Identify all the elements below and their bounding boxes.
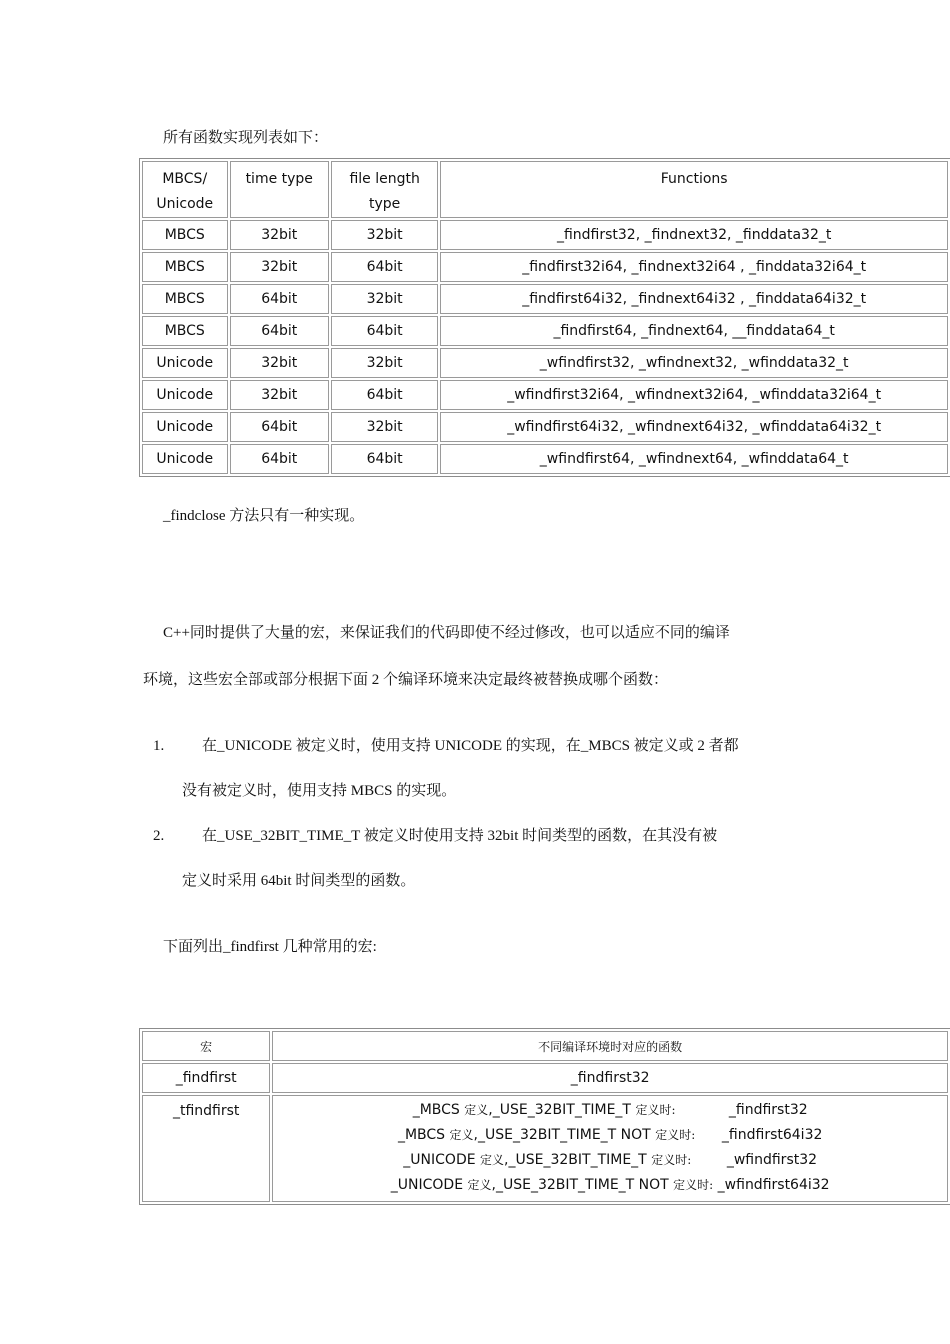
cell-time-type: 32bit	[230, 220, 329, 250]
cell-file-length: 64bit	[331, 444, 438, 474]
cell-time-type: 32bit	[230, 252, 329, 282]
macro-name: _tfindfirst	[172, 1103, 240, 1119]
header-text: Functions	[660, 171, 728, 187]
cell-file-length: 32bit	[331, 348, 438, 378]
list-item-2-line-2: 定义时采用 64bit 时间类型的函数。	[182, 873, 416, 889]
func-line-part: ,_USE_32BIT_TIME_T	[504, 1152, 652, 1168]
cell-charset: Unicode	[142, 348, 228, 378]
cell-time-type: 32bit	[230, 380, 329, 410]
header-text: Unicode	[156, 196, 214, 212]
cell-time-type: 64bit	[230, 316, 329, 346]
func-line-part: 定义时:	[635, 1103, 676, 1117]
func-line-part: ,_USE_32BIT_TIME_T NOT	[473, 1127, 656, 1143]
func-line-part: 定义	[480, 1153, 505, 1167]
func-line-part: _wfindfirst32	[691, 1152, 818, 1168]
header-text: time type	[245, 171, 313, 187]
cell-functions: _wfindfirst32, _wfindnext32, _wfinddata32_t	[440, 348, 948, 378]
cell-file-length: 64bit	[331, 380, 438, 410]
paragraph-line-2: 环境，这些宏全部或部分根据下面 2 个编译环境来决定最终被替换成哪个函数：	[143, 672, 669, 688]
header-text: type	[369, 196, 401, 212]
cell-file-length: 64bit	[331, 252, 438, 282]
cell-time-type: 32bit	[230, 348, 329, 378]
intro-text: 所有函数实现列表如下：	[163, 130, 329, 146]
list-item-1-line-1: 在_UNICODE 被定义时，使用支持 UNICODE 的实现，在_MBCS 被定义或 2 者都	[202, 738, 739, 754]
cell-functions: _wfindfirst32i64, _wfindnext32i64, _wfinddata32i64_t	[440, 380, 948, 410]
cell-time-type: 64bit	[230, 284, 329, 314]
findclose-note: _findclose 方法只有一种实现。	[163, 508, 365, 524]
func-line-part: 定义时:	[651, 1153, 692, 1167]
macro-table	[139, 1028, 950, 1205]
cell-charset: Unicode	[142, 444, 228, 474]
func-line-part: _MBCS	[412, 1102, 465, 1118]
func-line	[273, 1148, 947, 1173]
header-cell-charset	[142, 161, 228, 218]
header-cell-functions	[440, 161, 948, 218]
paragraph-line-1: C++同时提供了大量的宏，来保证我们的代码即使不经过修改，也可以适应不同的编译	[163, 625, 730, 641]
cell-charset: MBCS	[142, 316, 228, 346]
func-line-part: 定义	[449, 1128, 474, 1142]
func-line-part: ,_USE_32BIT_TIME_T NOT	[491, 1177, 674, 1193]
cell-file-length: 32bit	[331, 284, 438, 314]
cell-file-length: 32bit	[331, 220, 438, 250]
func-line-part: _UNICODE	[403, 1152, 481, 1168]
macro-intro-text: 下面列出_findfirst 几种常用的宏:	[163, 939, 377, 955]
cell-func: _findfirst32	[272, 1063, 948, 1093]
list-item-2-line-1: 在_USE_32BIT_TIME_T 被定义时使用支持 32bit 时间类型的函数，在其没有被	[202, 828, 718, 844]
cell-functions: _wfindfirst64, _wfindnext64, _wfinddata64_t	[440, 444, 948, 474]
cell-charset: MBCS	[142, 284, 228, 314]
cell-macro	[142, 1095, 270, 1202]
func-line-part: 定义时:	[655, 1128, 696, 1142]
func-line-part: 定义	[467, 1178, 492, 1192]
table-row	[142, 1095, 948, 1202]
func-line-part: 定义时:	[673, 1178, 714, 1192]
cell-time-type: 64bit	[230, 412, 329, 442]
list-number: 1.	[153, 738, 165, 754]
func-line-part: _MBCS	[397, 1127, 450, 1143]
func-line	[273, 1098, 947, 1123]
cell-file-length: 32bit	[331, 412, 438, 442]
func-line-part: _UNICODE	[390, 1177, 468, 1193]
table-row	[142, 348, 948, 378]
cell-time-type: 64bit	[230, 444, 329, 474]
list-item-1-line-2: 没有被定义时，使用支持 MBCS 的实现。	[182, 783, 457, 799]
function-table	[139, 158, 950, 477]
table-row	[142, 284, 948, 314]
table-row	[142, 316, 948, 346]
table-row	[142, 444, 948, 474]
cell-charset: Unicode	[142, 412, 228, 442]
table-row	[142, 252, 948, 282]
func-line	[273, 1173, 947, 1198]
cell-file-length: 64bit	[331, 316, 438, 346]
func-line-part: _findfirst32	[675, 1102, 808, 1118]
cell-functions: _wfindfirst64i32, _wfindnext64i32, _wfinddata64i32_t	[440, 412, 948, 442]
list-number: 2.	[153, 828, 165, 844]
table-row	[142, 412, 948, 442]
cell-charset: MBCS	[142, 220, 228, 250]
table-row	[142, 1063, 948, 1093]
header-cell-macro: 宏	[142, 1031, 270, 1061]
func-line-part: _findfirst64i32	[695, 1127, 823, 1143]
table-row	[142, 380, 948, 410]
table-header-row	[142, 1031, 948, 1061]
cell-functions: _findfirst32, _findnext32, _finddata32_t	[440, 220, 948, 250]
header-text: file length	[349, 171, 420, 187]
func-line-part: ,_USE_32BIT_TIME_T	[488, 1102, 636, 1118]
header-cell-functions: 不同编译环境时对应的函数	[272, 1031, 948, 1061]
cell-charset: Unicode	[142, 380, 228, 410]
func-line	[273, 1123, 947, 1148]
header-text: MBCS/	[162, 171, 208, 187]
table-header-row	[142, 161, 948, 218]
cell-func-list	[272, 1095, 948, 1202]
cell-functions: _findfirst64, _findnext64, __finddata64_t	[440, 316, 948, 346]
header-cell-time-type	[230, 161, 329, 218]
header-cell-file-length	[331, 161, 438, 218]
cell-functions: _findfirst64i32, _findnext64i32 , _finddata64i32_t	[440, 284, 948, 314]
func-line-part: _wfindfirst64i32	[713, 1177, 830, 1193]
func-line-part: 定义	[464, 1103, 489, 1117]
cell-macro: _findfirst	[142, 1063, 270, 1093]
cell-functions: _findfirst32i64, _findnext32i64 , _finddata32i64_t	[440, 252, 948, 282]
table-row	[142, 220, 948, 250]
cell-charset: MBCS	[142, 252, 228, 282]
